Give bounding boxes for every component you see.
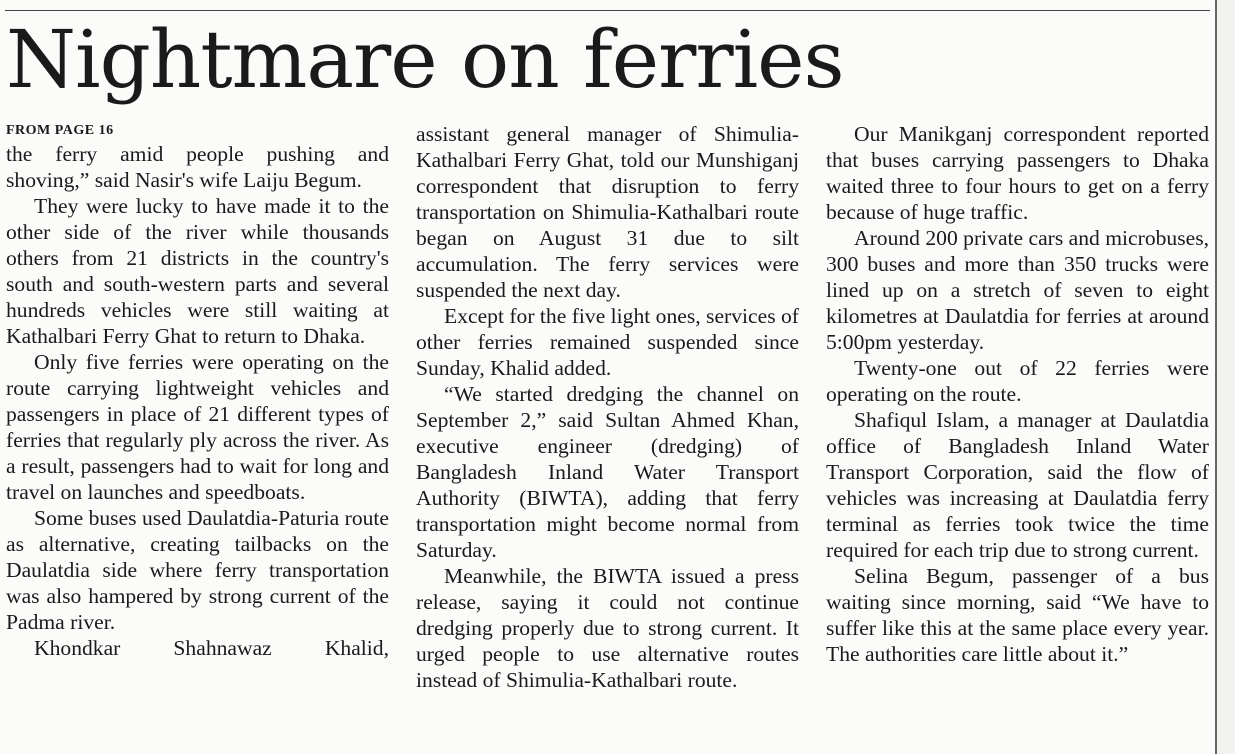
article-column-1 [6,121,389,661]
paragraph: the ferry amid people pushing and shoving,” said Nasir's wife Laiju Begum. [6,142,389,192]
article-column-2 [416,121,799,693]
paragraph: assistant general manager of Shimulia-Kathalbari Ferry Ghat, told our Munshiganj correspondent that disruption to ferry transportation on Shimulia-Kathalbari route began on August 31 due to silt accumulation. The ferry services were suspended the next day. [416,122,799,302]
paragraph: Shafiqul Islam, a manager at Daulatdia office of Bangladesh Inland Water Transport Corporation, said the flow of vehicles was increasing at Daulatdia ferry terminal as ferries took twice the time required for each trip due to strong current. [826,408,1209,562]
paragraph: Around 200 private cars and microbuses, 300 buses and more than 350 trucks were lined up on a stretch of seven to eight kilometres at Daulatdia for ferries at around 5:00pm yesterday. [826,226,1209,354]
paragraph: Twenty-one out of 22 ferries were operating on the route. [826,356,1209,406]
paragraph: Only five ferries were operating on the route carrying lightweight vehicles and passengers in place of 21 different types of ferries that regularly ply across the river. As a result, passengers had to wait for long and travel on launches and speedboats. [6,350,389,504]
paragraph: Meanwhile, the BIWTA issued a press release, saying it could not continue dredging properly due to strong current. It urged people to use alternative routes instead of Shimulia-Kathalbari route. [416,564,799,692]
article-column-3 [826,121,1209,667]
paragraph: They were lucky to have made it to the other side of the river while thousands others from 21 districts in the country's south and south-western parts and several hundreds vehicles were still waiting at Kathalbari Ferry Ghat to return to Dhaka. [6,194,389,348]
top-rule [5,10,1210,11]
page-edge [1217,0,1235,754]
paragraph: Selina Begum, passenger of a bus waiting since morning, said “We have to suffer like this at the same place every year. The authorities care little about it.” [826,564,1209,666]
jump-line: FROM PAGE 16 [6,123,114,138]
headline: Nightmare on ferries [6,13,844,106]
paragraph: Some buses used Daulatdia-Paturia route as alternative, creating tailbacks on the Daulatdia side where ferry transportation was also hampered by strong current of the Padma river. [6,506,390,634]
paragraph: Khondkar Shahnawaz Khalid, [34,636,389,660]
paragraph: Our Manikganj correspondent reported that buses carrying passengers to Dhaka waited three to four hours to get on a ferry because of huge traffic. [826,122,1209,224]
paragraph: “We started dredging the channel on September 2,” said Sultan Ahmed Khan, executive engineer (dredging) of Bangladesh Inland Water Transport Authority (BIWTA), adding that ferry transportation might become normal from Saturday. [416,382,799,562]
paragraph: Except for the five light ones, services of other ferries remained suspended since Sunday, Khalid added. [416,304,799,380]
